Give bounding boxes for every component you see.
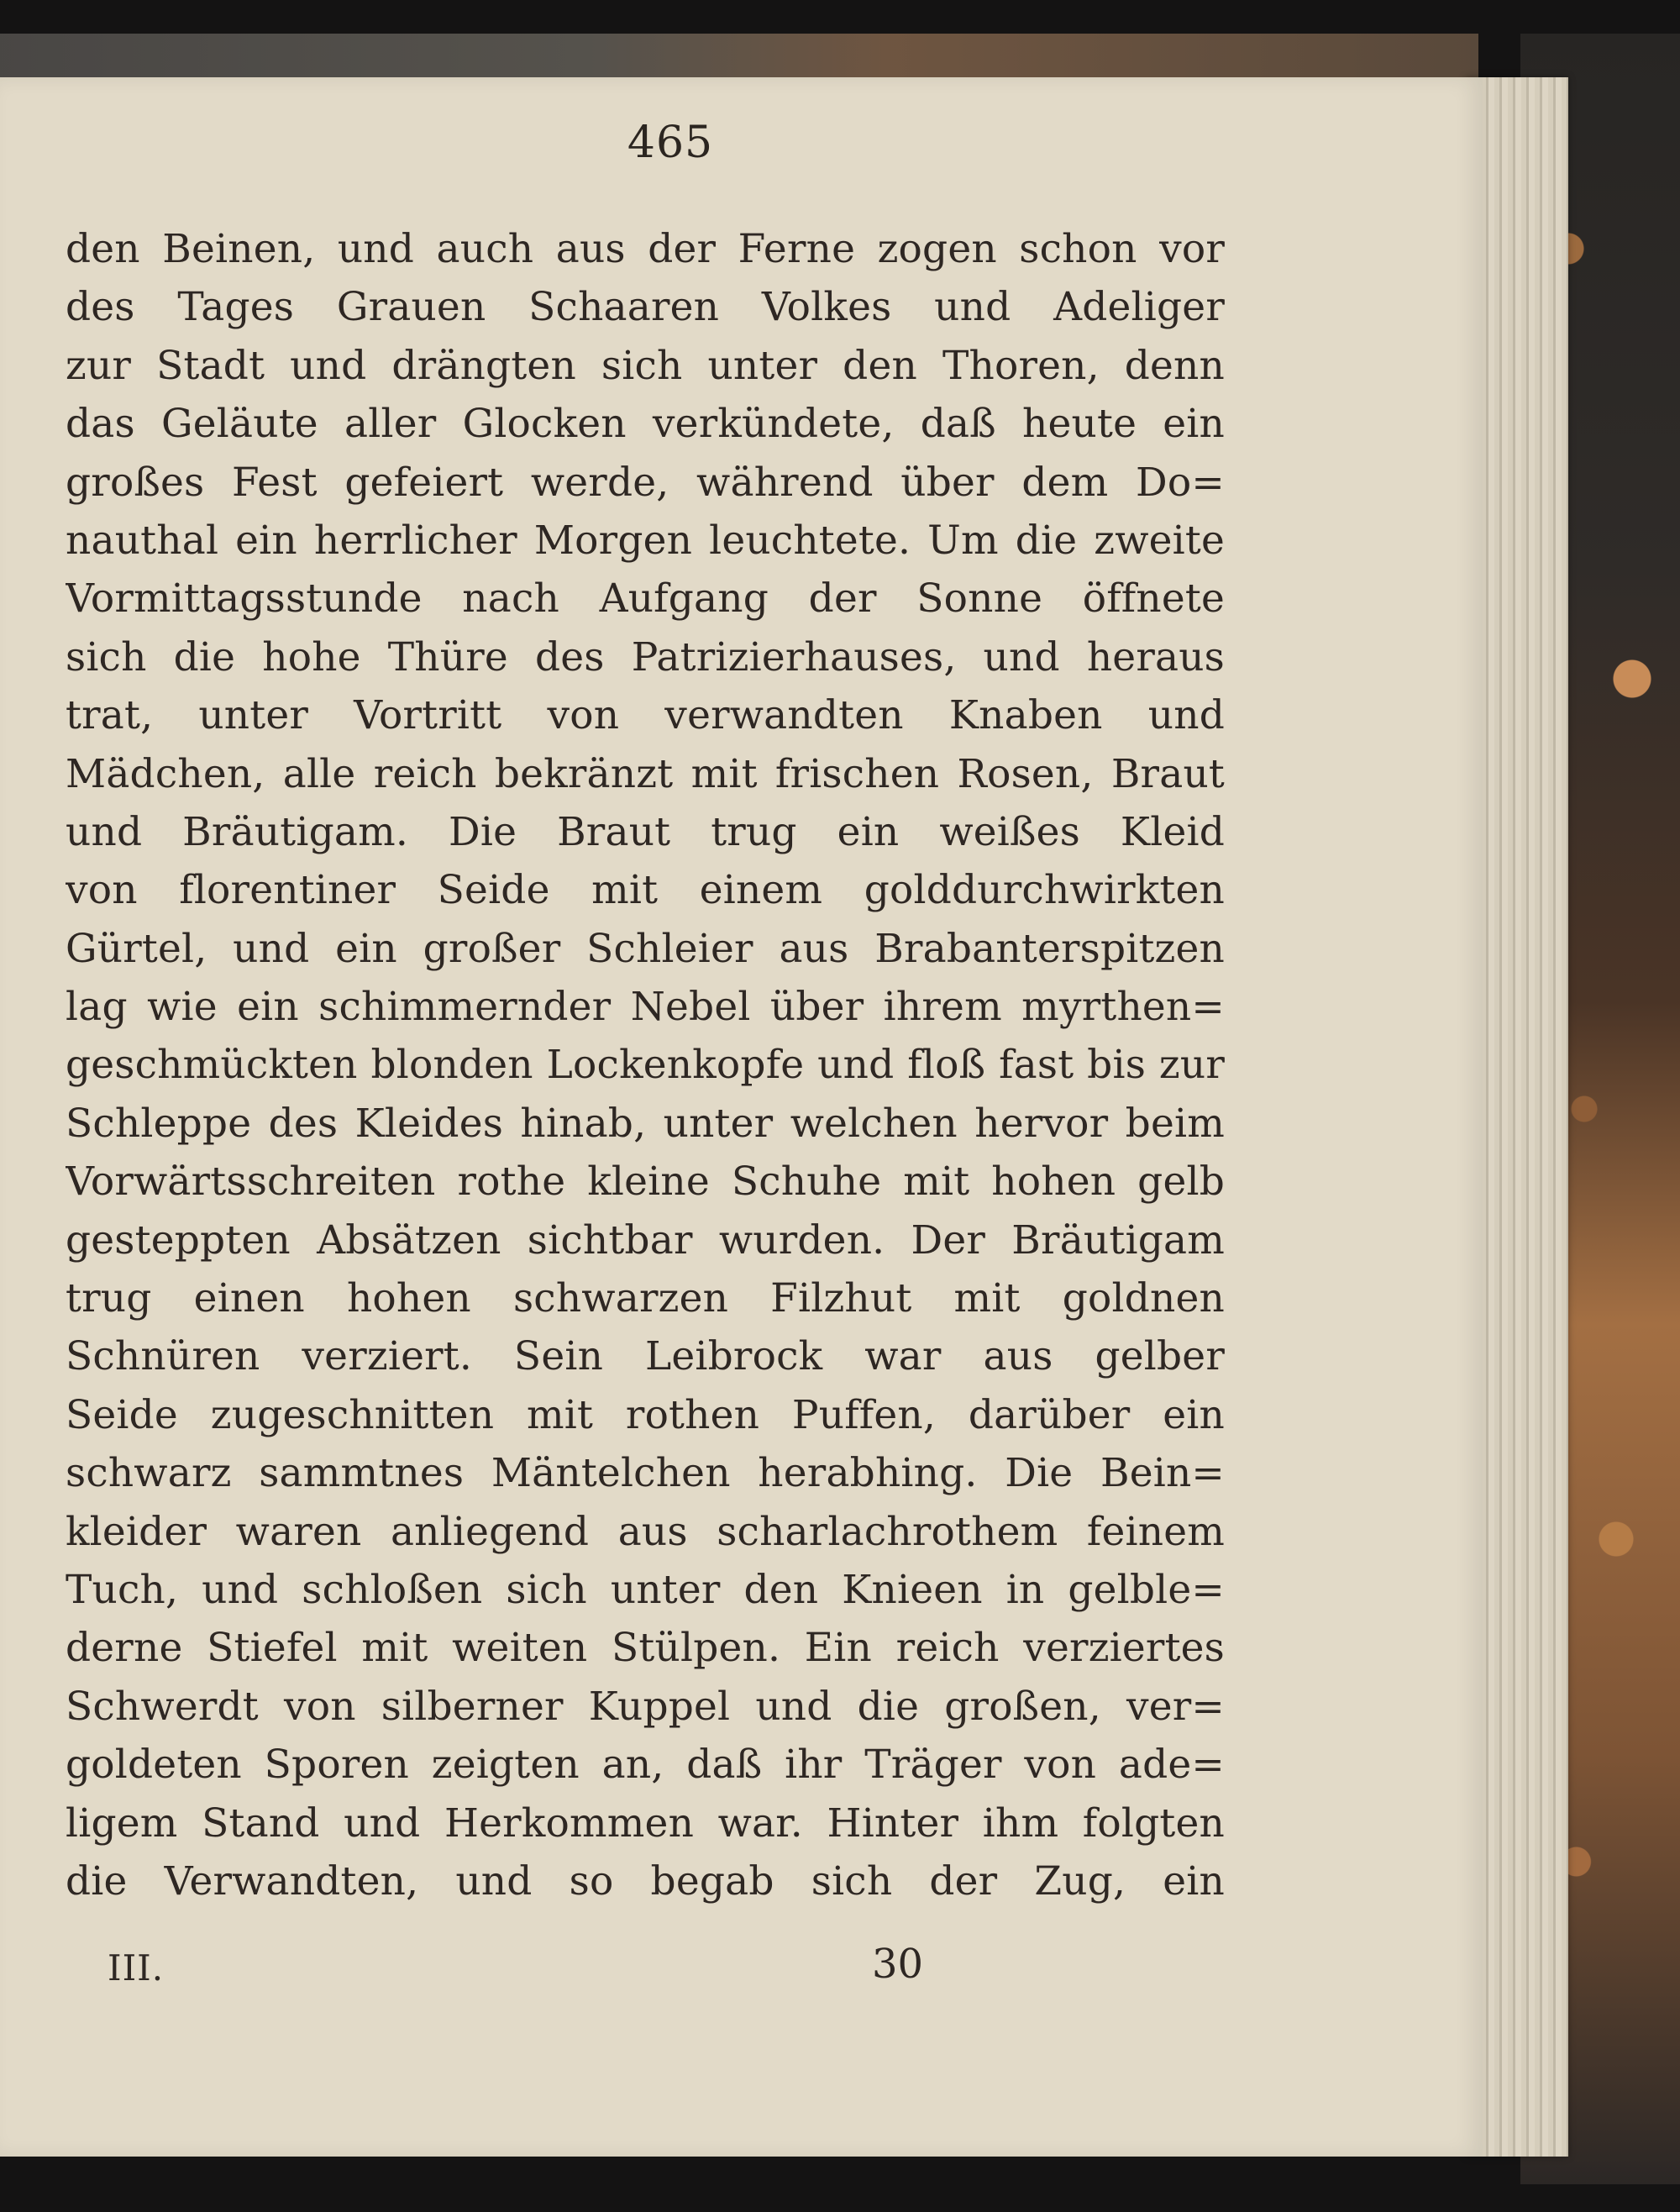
text-line: Vorwärtsschreiten rothe kleine Schuhe mit hohen gelb bbox=[66, 1159, 1225, 1206]
text-line: den Beinen, und auch aus der Ferne zogen schon vor bbox=[66, 226, 1225, 272]
text-line: kleider waren anliegend aus scharlachrothem feinem bbox=[66, 1508, 1225, 1555]
text-line: ligem Stand und Herkommen war. Hinter ihm folgten bbox=[66, 1800, 1225, 1847]
sheet-number: 30 bbox=[872, 1941, 924, 1988]
text-line: trug einen hohen schwarzen Filzhut mit goldnen bbox=[66, 1275, 1225, 1322]
text-line: des Tages Grauen Schaaren Volkes und Adeliger bbox=[66, 284, 1225, 331]
text-line: Schnüren verziert. Sein Leibrock war aus gelber bbox=[66, 1333, 1225, 1380]
volume-signature: III. bbox=[108, 1947, 165, 1989]
text-line: großes Fest gefeiert werde, während über dem Do= bbox=[66, 459, 1225, 506]
text-line: nauthal ein herrlicher Morgen leuchtete. Um die zweite bbox=[66, 517, 1225, 564]
text-line: Mädchen, alle reich bekränzt mit frischen Rosen, Braut bbox=[66, 750, 1225, 797]
text-line: gesteppten Absätzen sichtbar wurden. Der Bräutigam bbox=[66, 1216, 1225, 1264]
text-line: lag wie ein schimmernder Nebel über ihrem myrthen= bbox=[66, 984, 1225, 1031]
text-line: Schwerdt von silberner Kuppel und die großen, ver= bbox=[66, 1683, 1225, 1730]
text-line: und Bräutigam. Die Braut trug ein weißes Kleid bbox=[66, 808, 1225, 855]
text-line: derne Stiefel mit weiten Stülpen. Ein reich verziertes bbox=[66, 1625, 1225, 1672]
page-number: 465 bbox=[627, 118, 714, 168]
text-line: Seide zugeschnitten mit rothen Puffen, darüber ein bbox=[66, 1391, 1225, 1438]
text-line: geschmückten blonden Lockenkopfe und floß fast bis zur bbox=[66, 1042, 1225, 1089]
text-line: die Verwandten, und so begab sich der Zug, ein bbox=[66, 1857, 1225, 1905]
text-line: sich die hohe Thüre des Patrizierhauses, und heraus bbox=[66, 633, 1225, 680]
text-line: Schleppe des Kleides hinab, unter welchen hervor beim bbox=[66, 1100, 1225, 1147]
text-line: goldeten Sporen zeigten an, daß ihr Träger von ade= bbox=[66, 1742, 1225, 1789]
text-line: trat, unter Vortritt von verwandten Knaben und bbox=[66, 692, 1225, 739]
text-line: zur Stadt und drängten sich unter den Thoren, denn bbox=[66, 342, 1225, 389]
body-text bbox=[66, 220, 1225, 1910]
text-line: von florentiner Seide mit einem golddurchwirkten bbox=[66, 867, 1225, 914]
text-line: Gürtel, und ein großer Schleier aus Brabanterspitzen bbox=[66, 925, 1225, 972]
text-line: schwarz sammtnes Mäntelchen herabhing. Die Bein= bbox=[66, 1450, 1225, 1497]
book-cover-top-edge bbox=[0, 34, 1478, 82]
text-line: Vormittagsstunde nach Aufgang der Sonne öffnete bbox=[66, 575, 1225, 623]
text-line: Tuch, und schloßen sich unter den Knieen in gelble= bbox=[66, 1566, 1225, 1613]
text-line: das Geläute aller Glocken verkündete, daß heute ein bbox=[66, 401, 1225, 448]
